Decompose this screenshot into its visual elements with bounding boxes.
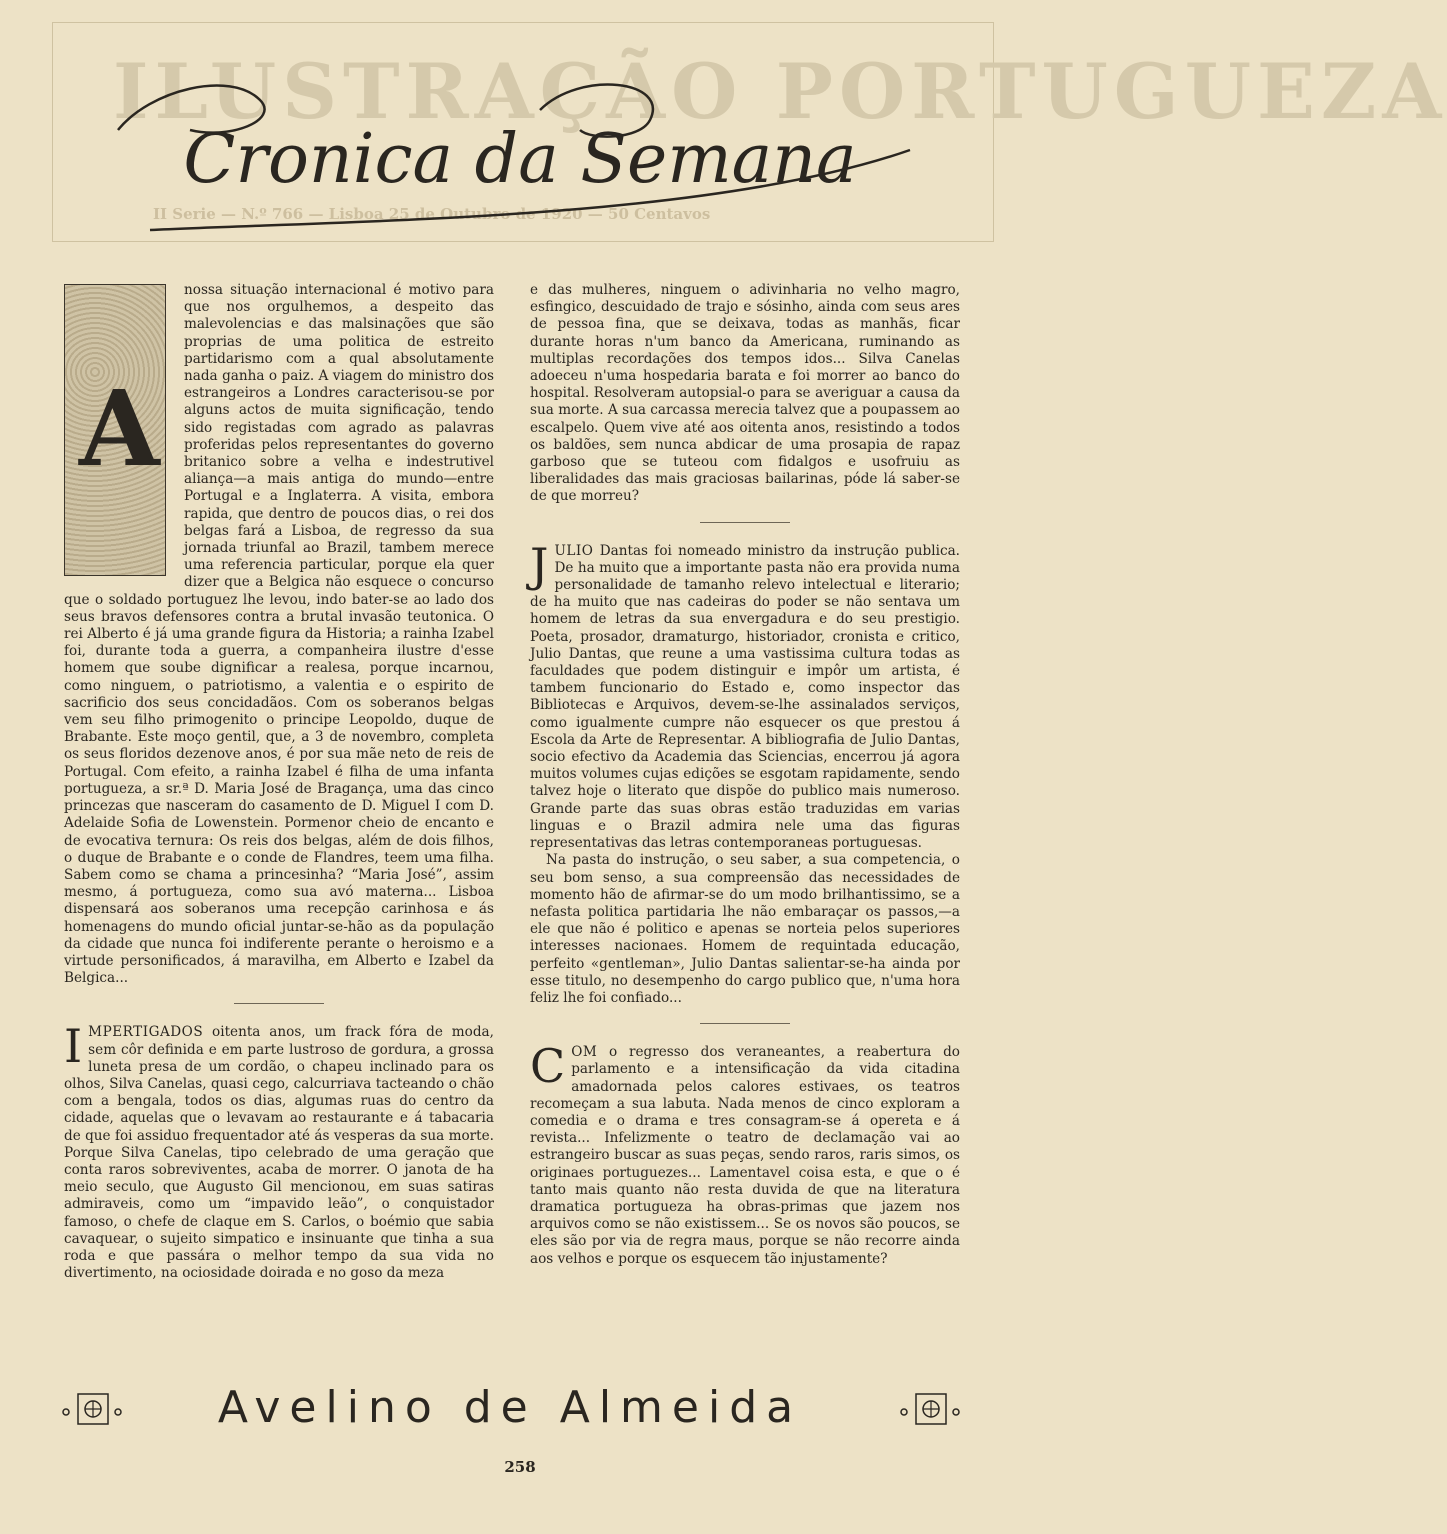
- paragraph-text: Dantas foi nomeado ministro da instrução publica. De ha muito que a importante pasta não era provida numa personalidade de tamanho relevo intelectual e literario; de ha muito que nas cadeiras do poder se não sentava um homem de letras da sua envergadura e do seu prestigio. Poeta, prosador, dramaturgo, historiador, cronista e critico, Julio Dantas, que reune a uma vastissima cultura todas as faculdades que podem distinguir e impôr um artista, é tambem funcionario do Estado e, como inspector das Bibliotecas e Arquivos, devem-se-lhe assinalados serviços, como igualmente cumpre não esquecer os que prestou á Escola da Arte de Representar. A bibliografia de Julio Dantas, socio efectivo da Academia das Sciencias, encerrou já agora muitos volumes cujas edições se esgotam rapidamente, sendo talvez hoje o literato que dispõe do publico mais numeroso. Grande parte das suas obras estão traduzidas em varias linguas e o Brazil admira nele uma das figuras representativas das letras contemporaneas portuguesas.: [530, 542, 960, 852]
- bleed-through-subtitle: II Serie — N.º 766 — Lisboa 25 de Outubro de 1920 — 50 Centavos: [153, 205, 711, 223]
- initial-letter: J: [530, 537, 549, 592]
- article-paragraph-canelas: [64, 1019, 494, 1282]
- page-number: 258: [504, 1458, 536, 1476]
- author-signature: [60, 1382, 960, 1442]
- section-title-script: [110, 70, 930, 240]
- article-paragraph-belgium: nossa situação internacional é motivo para que nos orgulhemos, a despeito das malevolencias e das malsinações que são proprias de uma politica de estreito partidarismo com a qual absolutamente nada ganha o paiz. A viagem do ministro dos estrangeiros a Londres caracterisou-se por alguns actos de muita significação, tendo sido registadas com agrado as palavras proferidas pelos representantes do governo britanico sobre a velha e indestrutivel aliança—a mais antiga do mundo—entre Portugal e a Inglaterra. A visita, embora rapida, que dentro de poucos dias, o rei dos belgas fará a Lisboa, de regresso da sua jornada triunfal ao Brazil, tambem merece uma referencia particular, porque ela quer dizer que a Belgica não esquece o concurso que o soldado portuguez lhe levou, indo bater-se ao lado dos seus bravos defensores contra a brutal invasão teutonica. O rei Alberto é já uma grande figura da Historia; a rainha Izabel foi, durante toda a guerra, a companheira ilustre d'esse homem que soube dignificar a realesa, porque incarnou, como ninguem, o patriotismo, a valentia e o espirito de sacrificio dos seus concidadãos. Com os soberanos belgas vem seu filho primogenito o principe Leopoldo, duque de Brabante. Este moço gentil, que, a 3 de novembro, completa os seus floridos dezenove anos, é por sua mãe neto de reis de Portugal. Com efeito, a rainha Izabel é filha de uma infanta portugueza, a sr.ª D. Maria José de Bragança, uma das cinco princezas que nasceram do casamento de D. Miguel I com D. Adelaide Sofia de Lowenstein. Pormenor cheio de encanto e de evocativa ternura: Os reis dos belgas, além de dois filhos, o duque de Brabante e o conde de Flandres, teem uma filha. Sabem como se chama a princesinha? “Maria José”, assim mesmo, á portugueza, como sua avó materna... Lisboa dispensará aos soberanos uma recepção carinhosa e ás homenagens do mundo oficial juntar-se-hão as da população da cidade que nunca foi indiferente perante o heroismo e a virtude personificados, á maravilha, em Alberto e Izabel da Belgica...: [64, 282, 494, 987]
- article-paragraph-dantas: [530, 537, 960, 853]
- calligraphic-title: [110, 70, 930, 240]
- floral-ornament-icon: [60, 1388, 124, 1432]
- lead-word: OM: [571, 1044, 598, 1061]
- lead-word: ULIO: [554, 542, 594, 559]
- article-paragraph-dantas-2: Na pasta do instrução, o seu saber, a sua competencia, o seu bom senso, a sua compreensão das necessidades de momento hão de afirmar-se do um modo brilhantissimo, se a nefasta politica partidaria lhe não embaraçar os passos,—a ele que não é politico e apenas se norteia pelos superiores interesses nacionaes. Homem de requintada educação, perfeito «gentleman», Julio Dantas salientar-se-ha ainda por esse titulo, no desempenho do cargo publico que, n'uma hora feliz lhe foi confiado...: [530, 852, 960, 1006]
- ornamental-dropcap: [64, 284, 166, 576]
- left-column: [64, 282, 494, 1282]
- bleed-through-title: ILUSTRAÇÃO PORTUGUEZA: [113, 47, 1447, 136]
- lead-word: MPERTIGADOS: [88, 1024, 204, 1041]
- article-paragraph-canelas-cont: e das mulheres, ninguem o adivinharia no velho magro, esfingico, descuidado de trajo e sósinho, ainda com seus ares de pessoa fina, que se deixava, todas as manhãs, ficar durante horas n'um banco da Americana, ruminando as multiplas recordações dos tempos idos... Silva Canelas adoeceu n'uma hospedaria barata e foi morrer ao banco do hospital. Resolveram autopsial-o para se averiguar a causa da sua morte. A sua carcassa merecia talvez que a poupassem ao escalpelo. Quem vive até aos oitenta anos, resistindo a todos os baldões, sem nunca abdicar de uma prosapia de rapaz garboso que se tuteou com fidalgos e usofruiu as liberalidades das mais graciosas bailarinas, póde lá saber-se de que morreu?: [530, 282, 960, 505]
- section-divider: [234, 1003, 324, 1004]
- section-divider: [700, 522, 790, 523]
- author-name: Avelino de Almeida: [217, 1382, 803, 1433]
- paragraph-text: o regresso dos veraneantes, a reabertura do parlamento e a intensificação da vida citadina amadornada pelos calores estivaes, os teatros recomeçam a sua labuta. Nada menos de cinco exploram a comedia e o drama e tres consagram-se á opereta e á revista... Infelizmente o teatro de declamação vai ao estrangeiro buscar as suas peças, sendo raros, raris simos, os originaes portuguezes... Lamentavel coisa esta, e que o é tanto mais quanto não resta duvida de que na literatura dramatica portugueza ha obras-primas que jazem nos arquivos como se não existissem... Se os novos são poucos, se eles são por via de regra maus, porque se não recorre ainda aos velhos e porque os esquecem tão injustamente?: [530, 1044, 960, 1267]
- floral-ornament-icon: [898, 1388, 962, 1432]
- dropcap-letter: A: [79, 367, 160, 490]
- right-column: [530, 282, 960, 1268]
- paragraph-text: oitenta anos, um frack fóra de moda, sem côr definida e em parte lustroso de gordura, a grossa luneta presa de um cordão, o chapeu inclinado para os olhos, Silva Canelas, quasi cego, calcurriava tacteando o chão com a bengala, todos os dias, algumas ruas do centro da cidade, aquelas que o levavam ao restaurante e á tabacaria de que foi assiduo frequentador até ás vesperas da sua morte. Porque Silva Canelas, tipo celebrado de uma geração que conta raros sobreviventes, acaba de morrer. O janota de ha meio seculo, que Augusto Gil mencionou, em suas satiras admiraveis, como um “impavido leão”, o conquistador famoso, o chefe de claque em S. Carlos, o boémio que sabia cavaquear, o sujeito simpatico e insinuante que tinha a sua roda e que passára o melhor tempo da sua vida no divertimento, na ociosidade doirada e no goso da meza: [64, 1024, 494, 1282]
- initial-letter: I: [64, 1019, 83, 1074]
- article-paragraph-theatre: [530, 1039, 960, 1268]
- title-text: Cronica da Semana: [183, 120, 857, 199]
- section-divider: [700, 1023, 790, 1024]
- initial-letter: C: [530, 1039, 566, 1094]
